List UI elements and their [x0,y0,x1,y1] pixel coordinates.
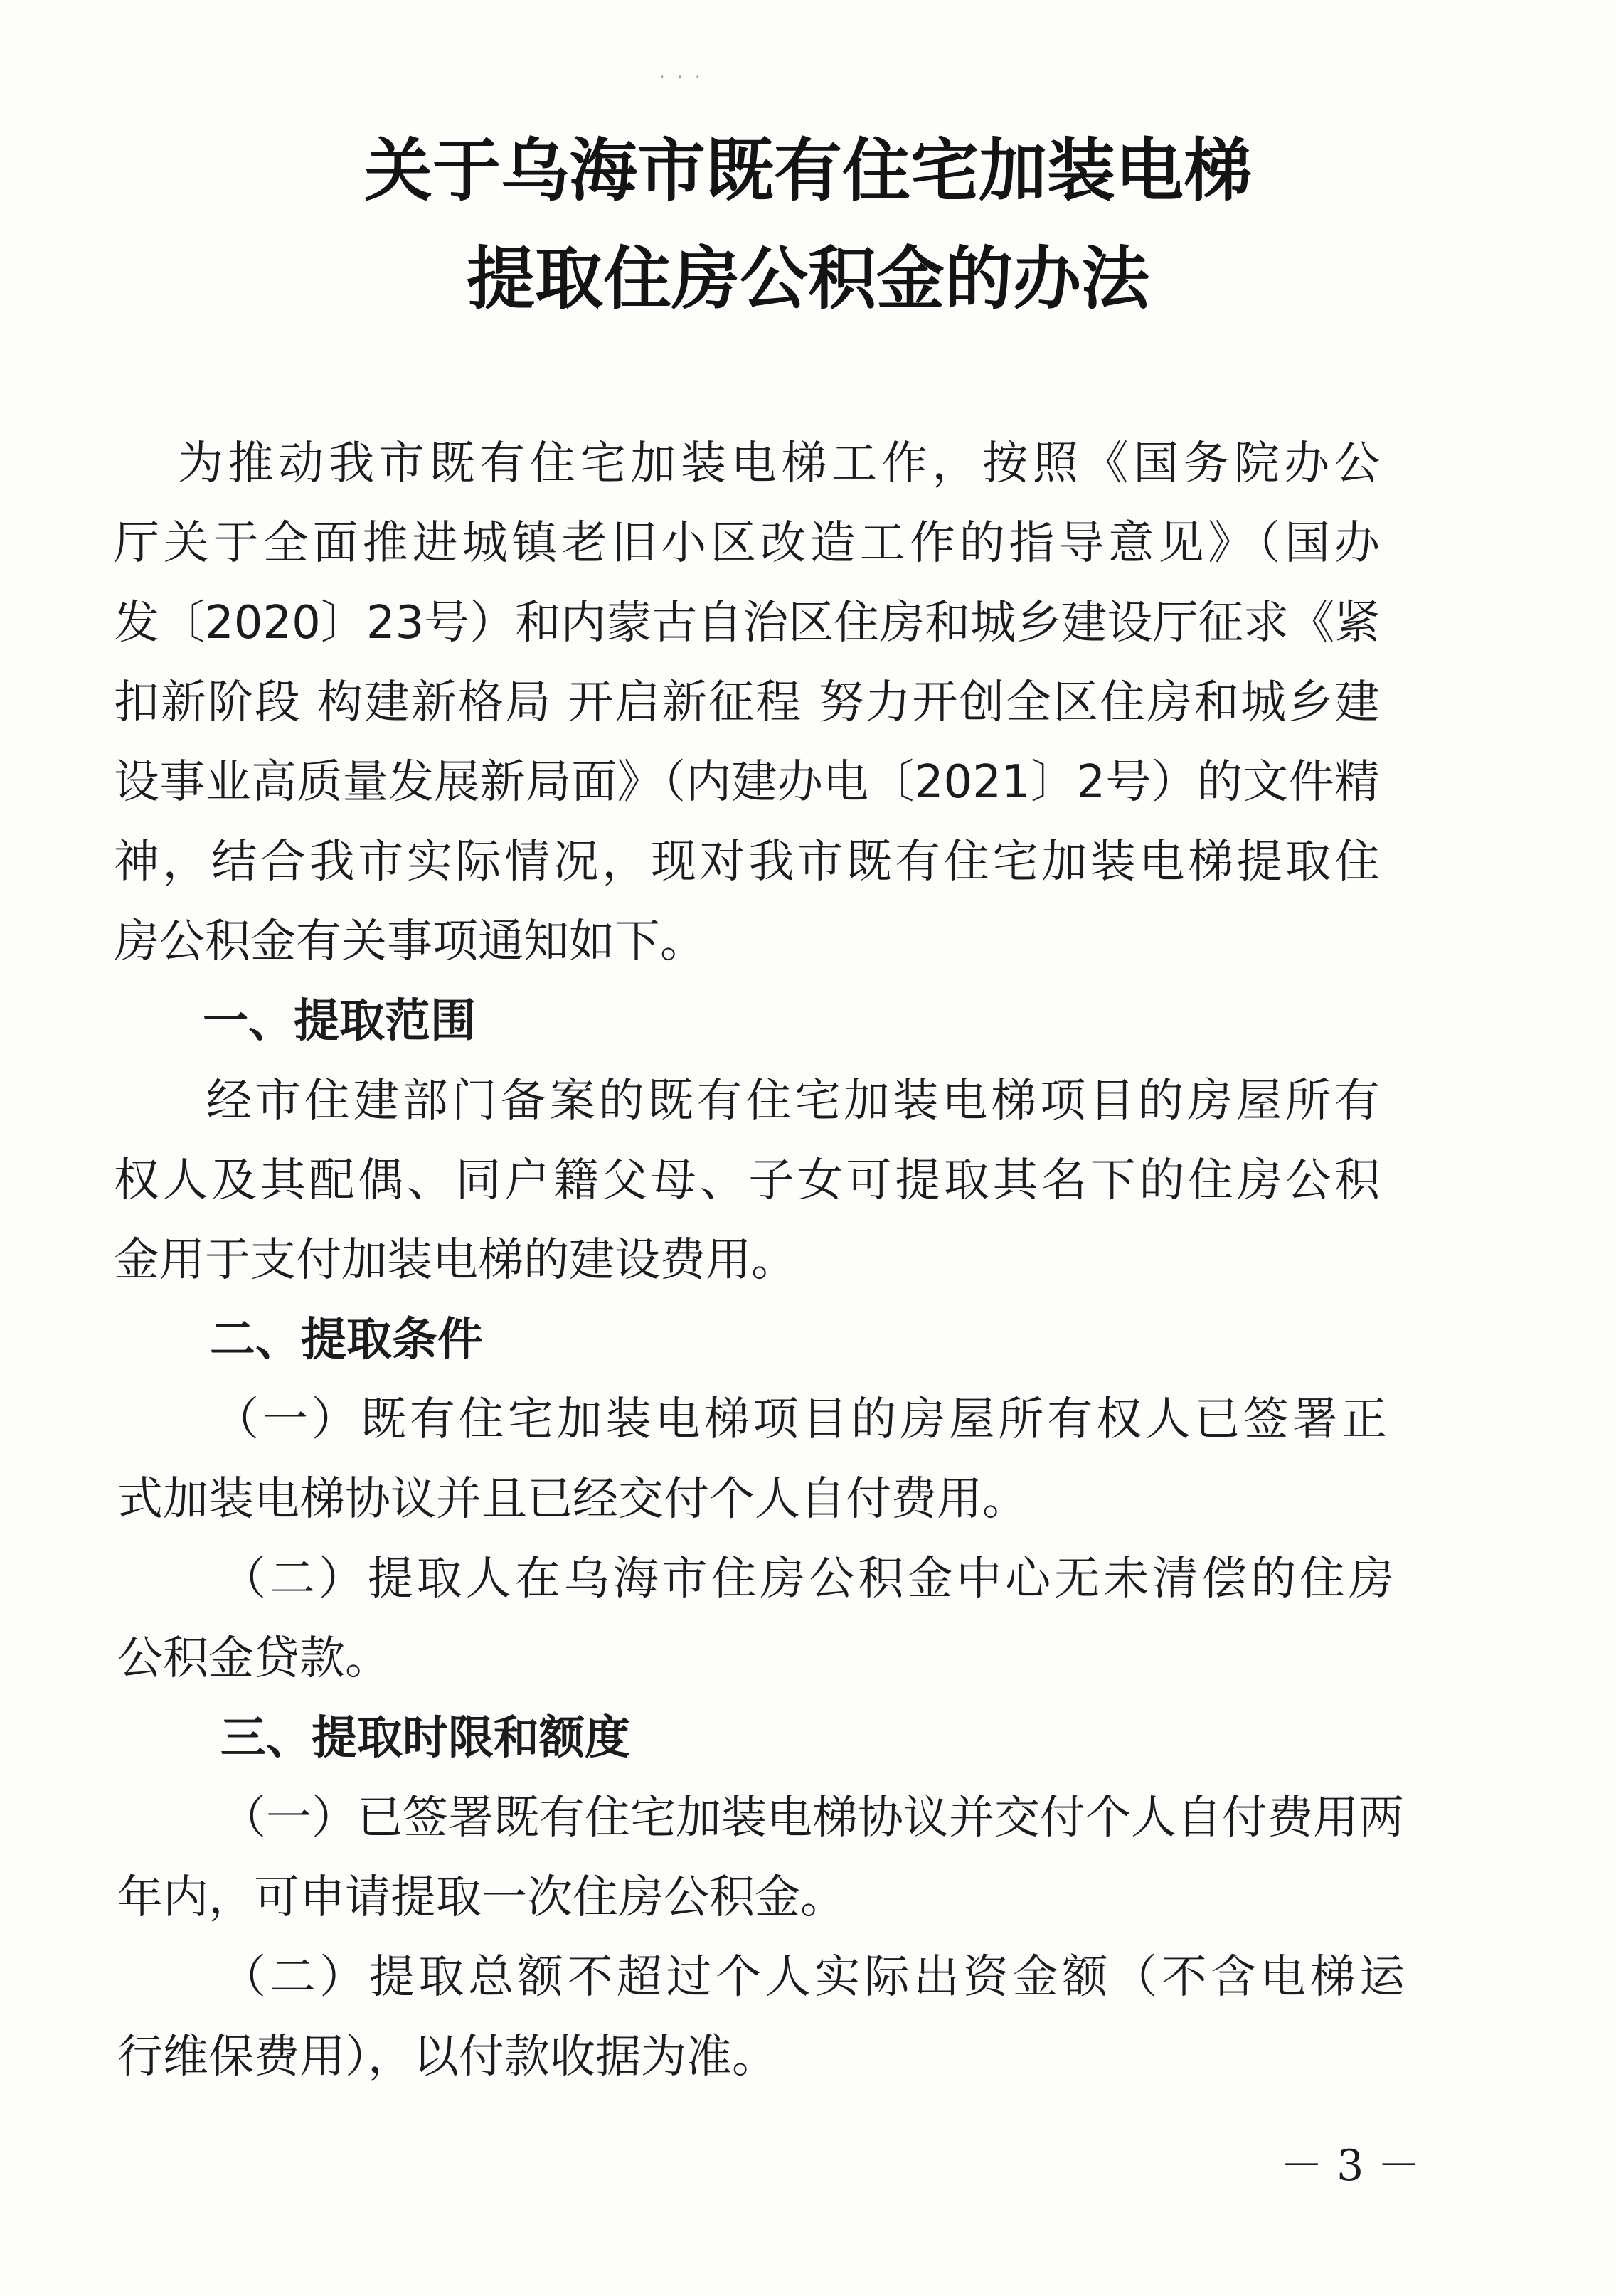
page-number: － 3 － [1280,2141,1420,2191]
section-1-line: 权人及其配偶、同户籍父母、子女可提取其名下的住房公积 [114,1154,1380,1207]
scan-speckle: · · · [660,68,704,85]
section-2-item-1-line: （一）既有住宅加装电梯项目的房屋所有权人已签署正 [213,1393,1387,1446]
section-2-item-2-line: 公积金贷款。 [117,1632,390,1685]
intro-line: 扣新阶段 构建新格局 开启新征程 努力开创全区住房和城乡建 [114,676,1380,729]
section-2-item-2-line: （二）提取人在乌海市住房公积金中心无未清偿的住房 [220,1553,1394,1605]
section-3-item-1-line: 年内，可申请提取一次住房公积金。 [117,1871,846,1924]
intro-line: 发〔2020〕23号）和内蒙古自治区住房和城乡建设厅征求《紧 [114,597,1381,649]
intro-line: 房公积金有关事项通知如下。 [114,915,706,968]
section-3-item-2-line: （二）提取总额不超过个人实际出资金额（不含电梯运 [220,1951,1405,2004]
section-heading-conditions: 二、提取条件 [210,1314,483,1366]
document-title-line-1: 关于乌海市既有住宅加装电梯 [364,130,1252,211]
section-3-item-1-line: （一）已签署既有住宅加装电梯协议并交付个人自付费用两 [220,1792,1404,1844]
section-3-item-2-line: 行维保费用），以付款收据为准。 [117,2031,777,2083]
intro-line: 为推动我市既有住宅加装电梯工作，按照《国务院办公 [178,437,1380,490]
document-title-line-2: 提取住房公积金的办法 [467,238,1149,319]
section-heading-time-and-amount: 三、提取时限和额度 [220,1712,630,1765]
section-heading-scope: 一、提取范围 [203,995,476,1048]
section-2-item-1-line: 式加装电梯协议并且已经交付个人自付费用。 [117,1473,1028,1526]
intro-line: 设事业高质量发展新局面》（内建办电〔2021〕2号）的文件精 [114,756,1380,809]
section-1-line: 金用于支付加装电梯的建设费用。 [114,1234,797,1287]
intro-line: 神，结合我市实际情况，现对我市既有住宅加装电梯提取住 [114,836,1380,888]
intro-line: 厅关于全面推进城镇老旧小区改造工作的指导意见》（国办 [114,517,1380,570]
section-1-line: 经市住建部门备案的既有住宅加装电梯项目的房屋所有 [206,1075,1380,1127]
